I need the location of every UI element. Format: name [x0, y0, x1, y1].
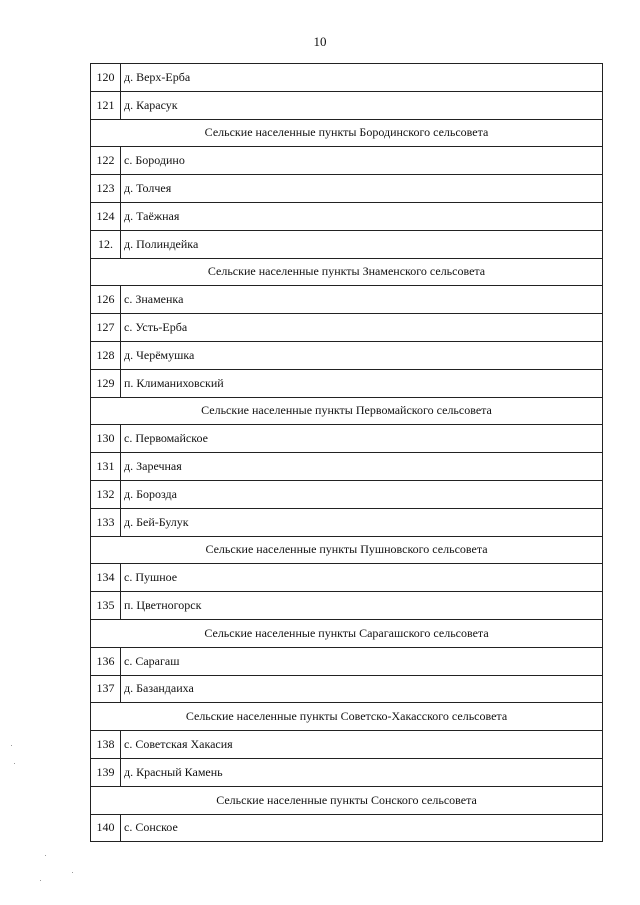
row-number: 132 — [91, 480, 121, 508]
table-row — [91, 64, 603, 92]
settlement-name: д. Полиндейка — [121, 230, 603, 258]
table-row — [91, 480, 603, 508]
row-number: 122 — [91, 147, 121, 175]
table-row — [91, 508, 603, 536]
table-row — [91, 202, 603, 230]
scan-speck — [11, 745, 12, 746]
section-header-row — [91, 619, 603, 647]
settlement-name: с. Первомайское — [121, 425, 603, 453]
row-number: 12. — [91, 230, 121, 258]
row-number: 135 — [91, 592, 121, 620]
row-number: 129 — [91, 369, 121, 397]
table-row — [91, 91, 603, 119]
table-row — [91, 564, 603, 592]
settlement-name: д. Таёжная — [121, 202, 603, 230]
settlement-name: д. Карасук — [121, 91, 603, 119]
row-number: 124 — [91, 202, 121, 230]
section-title: Сельские населенные пункты Знаменского сельсовета — [91, 258, 603, 286]
settlement-name: с. Бородино — [121, 147, 603, 175]
row-number: 140 — [91, 814, 121, 842]
table-row — [91, 814, 603, 842]
section-title: Сельские населенные пункты Сарагашского сельсовета — [91, 619, 603, 647]
section-title: Сельские населенные пункты Бородинского сельсовета — [91, 119, 603, 147]
settlement-name: п. Климаниховский — [121, 369, 603, 397]
section-header-row — [91, 536, 603, 564]
row-number: 128 — [91, 341, 121, 369]
table-row — [91, 341, 603, 369]
table-row — [91, 369, 603, 397]
settlement-name: д. Толчея — [121, 175, 603, 203]
row-number: 136 — [91, 647, 121, 675]
settlement-name: с. Сонское — [121, 814, 603, 842]
settlement-name: д. Черёмушка — [121, 341, 603, 369]
settlement-name: д. Красный Камень — [121, 758, 603, 786]
row-number: 130 — [91, 425, 121, 453]
row-number: 131 — [91, 453, 121, 481]
row-number: 139 — [91, 758, 121, 786]
settlement-name: д. Бей-Булук — [121, 508, 603, 536]
table-row — [91, 230, 603, 258]
table-row — [91, 286, 603, 314]
table-row — [91, 147, 603, 175]
section-header-row — [91, 703, 603, 731]
settlement-name: д. Верх-Ерба — [121, 64, 603, 92]
row-number: 121 — [91, 91, 121, 119]
section-header-row — [91, 119, 603, 147]
page-number: 10 — [313, 34, 327, 49]
section-header-row — [91, 397, 603, 425]
scan-speck — [72, 872, 73, 873]
scan-speck — [14, 763, 15, 764]
scan-speck — [40, 880, 41, 881]
table-row — [91, 758, 603, 786]
table-row — [91, 675, 603, 703]
settlement-name: д. Борозда — [121, 480, 603, 508]
table-row — [91, 314, 603, 342]
table-row — [91, 647, 603, 675]
section-title: Сельские населенные пункты Первомайского сельсовета — [91, 397, 603, 425]
row-number: 138 — [91, 731, 121, 759]
settlement-name: д. Базандаиха — [121, 675, 603, 703]
settlement-name: с. Знаменка — [121, 286, 603, 314]
table-row — [91, 175, 603, 203]
row-number: 133 — [91, 508, 121, 536]
row-number: 126 — [91, 286, 121, 314]
row-number: 123 — [91, 175, 121, 203]
row-number: 127 — [91, 314, 121, 342]
section-title: Сельские населенные пункты Сонского сельсовета — [91, 786, 603, 814]
table-row — [91, 731, 603, 759]
row-number: 137 — [91, 675, 121, 703]
section-title: Сельские населенные пункты Советско-Хакасского сельсовета — [91, 703, 603, 731]
section-header-row — [91, 786, 603, 814]
settlement-name: п. Цветногорск — [121, 592, 603, 620]
table-row — [91, 592, 603, 620]
settlement-name: с. Сарагаш — [121, 647, 603, 675]
scan-speck — [45, 855, 46, 856]
settlements-table-body — [91, 64, 603, 842]
row-number: 120 — [91, 64, 121, 92]
section-header-row — [91, 258, 603, 286]
row-number: 134 — [91, 564, 121, 592]
settlement-name: с. Пушное — [121, 564, 603, 592]
settlement-name: д. Заречная — [121, 453, 603, 481]
settlement-name: с. Усть-Ерба — [121, 314, 603, 342]
table-row — [91, 453, 603, 481]
section-title: Сельские населенные пункты Пушновского сельсовета — [91, 536, 603, 564]
settlements-table — [90, 63, 603, 842]
table-row — [91, 425, 603, 453]
settlement-name: с. Советская Хакасия — [121, 731, 603, 759]
